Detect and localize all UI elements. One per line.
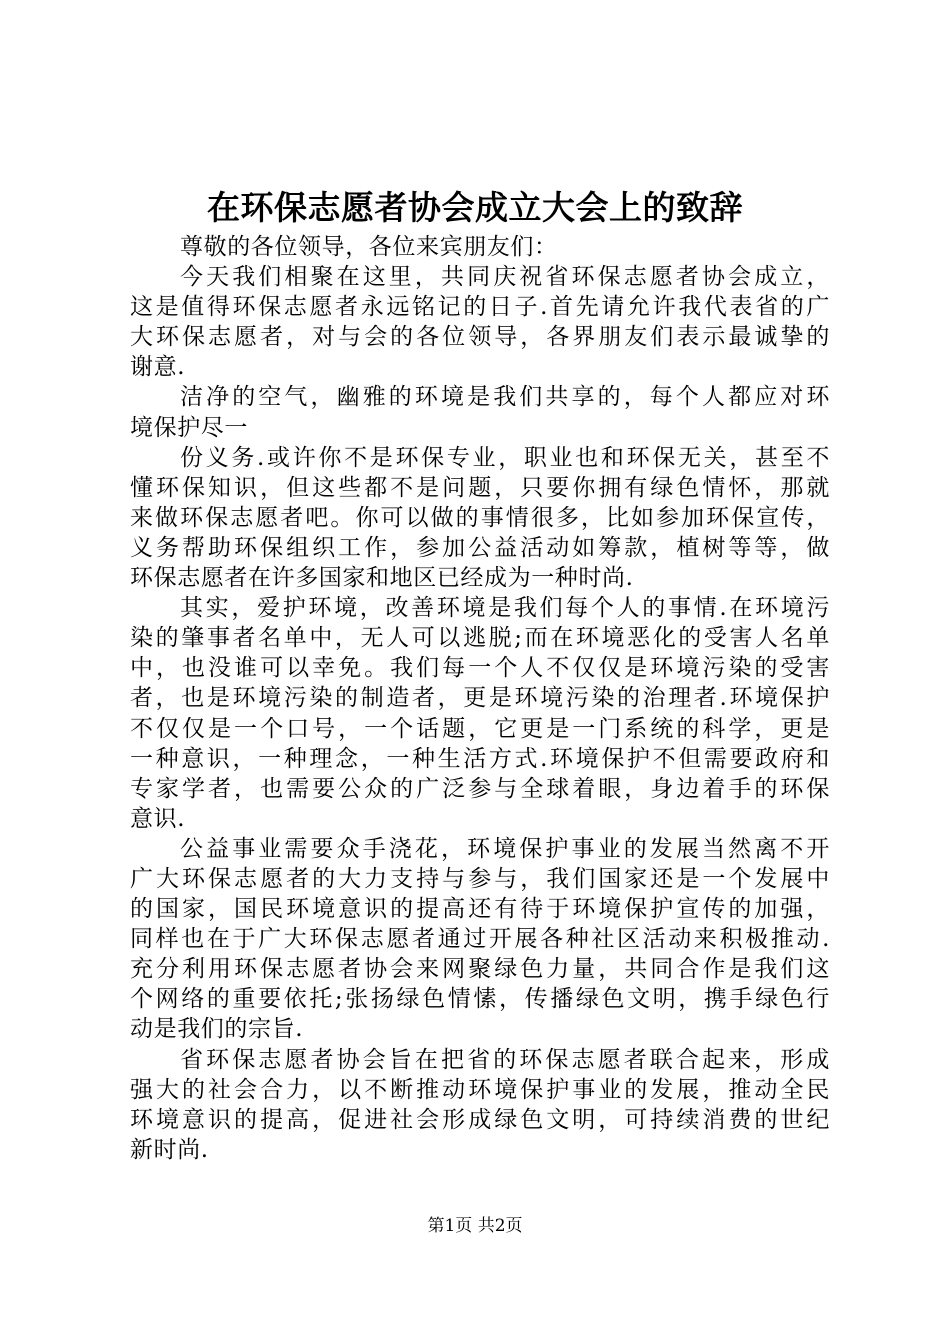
body-line: 来做环保志愿者吧。你可以做的事情很多，比如参加环保宣传，	[130, 504, 830, 531]
greeting-line: 尊敬的各位领导，各位来宾朋友们：	[180, 234, 558, 260]
body-line: 染的肇事者名单中，无人可以逃脱;而在环境恶化的受害人名单	[130, 625, 830, 652]
body-line: 强大的社会合力，以不断推动环境保护事业的发展，推动全民	[130, 1076, 830, 1103]
body-line: 其实，爱护环境，改善环境是我们每个人的事情.在环境污	[180, 595, 830, 622]
body-line: 环保志愿者在许多国家和地区已经成为一种时尚.	[130, 565, 634, 592]
body-line: 中，也没谁可以幸免。我们每一个人不仅仅是环境污染的受害	[130, 655, 830, 682]
page-number: 第1页 共2页	[427, 1216, 523, 1236]
body-line: 公益事业需要众手浇花，环境保护事业的发展当然离不开	[180, 835, 830, 862]
body-line: 境保护尽一	[130, 414, 248, 441]
body-line: 环境意识的提高，促进社会形成绿色文明，可持续消费的世纪	[130, 1106, 830, 1133]
body-line: 一种意识，一种理念，一种生活方式.环境保护不但需要政府和	[130, 745, 830, 772]
body-line: 大环保志愿者，对与会的各位领导，各界朋友们表示最诚挚的	[130, 324, 830, 351]
body-line: 懂环保知识，但这些都不是问题，只要你拥有绿色情怀，那就	[130, 474, 830, 501]
body-line: 的国家，国民环境意识的提高还有待于环境保护宣传的加强，	[130, 896, 830, 923]
body-line: 广大环保志愿者的大力支持与参与，我们国家还是一个发展中	[130, 865, 830, 892]
body-line: 专家学者，也需要公众的广泛参与全球着眼，身边着手的环保	[130, 775, 830, 802]
body-line: 义务帮助环保组织工作，参加公益活动如筹款，植树等等，做	[130, 534, 830, 561]
body-line: 个网络的重要依托;张扬绿色情愫，传播绿色文明，携手绿色行	[130, 986, 830, 1013]
body-line: 新时尚.	[130, 1136, 209, 1163]
document-body	[130, 232, 830, 1165]
body-line: 省环保志愿者协会旨在把省的环保志愿者联合起来，形成	[180, 1046, 830, 1073]
body-line: 意识.	[130, 805, 186, 832]
body-line: 充分利用环保志愿者协会来网聚绿色力量，共同合作是我们这	[130, 956, 830, 983]
body-line: 不仅仅是一个口号，一个话题，它更是一门系统的科学，更是	[130, 715, 830, 742]
body-line: 动是我们的宗旨.	[130, 1016, 304, 1043]
body-line: 这是值得环保志愿者永远铭记的日子.首先请允许我代表省的广	[130, 294, 830, 321]
body-line: 洁净的空气，幽雅的环境是我们共享的，每个人都应对环	[180, 384, 830, 411]
body-line: 今天我们相聚在这里，共同庆祝省环保志愿者协会成立，	[180, 264, 830, 291]
document-title: 在环保志愿者协会成立大会上的致辞	[207, 188, 743, 227]
body-line: 者，也是环境污染的制造者，更是环境污染的治理者.环境保护	[130, 685, 830, 712]
body-line: 份义务.或许你不是环保专业，职业也和环保无关，甚至不	[180, 444, 830, 471]
body-line: 同样也在于广大环保志愿者通过开展各种社区活动来积极推动.	[130, 926, 830, 953]
body-line: 谢意.	[130, 354, 186, 381]
